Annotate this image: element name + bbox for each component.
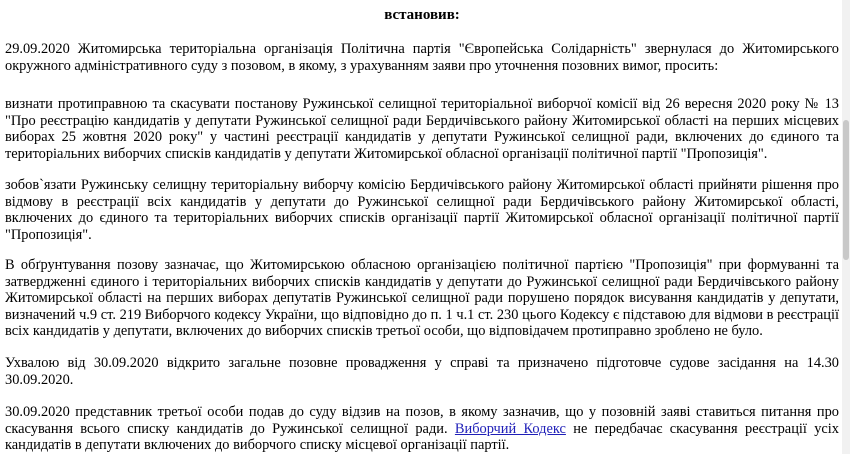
response-text-after: не передбачає скасування реєстрації усіх кандидатів в депутати включених до виборчого списку місцевої організації партії. <box>5 420 839 453</box>
electoral-code-link[interactable]: Виборчий Кодекс <box>454 420 566 437</box>
paragraph-claim-intro: 29.09.2020 Житомирська територіальна організація Політична партія "Європейська Солідарність" звернулася до Житомирського окружного адміністративного суду з позовом, в якому, з урахуванням заяви про уточнення позовних вимог, просить: <box>5 41 839 74</box>
vertical-scrollbar[interactable] <box>842 0 850 454</box>
paragraph-claim-item-1: визнати протиправною та скасувати постанову Ружинської селищної територіальної виборчої комісії від 26 вересня 2020 року № 13 "Про реєстрацію кандидатів у депутати Ружинської селищної ради Бердичівського району Житомирської області на перших місцевих виборах 25 жовтня 2020 року" у частині реєстрації кандидатів у депутати Ружинської селищної ради, включених до єдиного та територіальних виборчих списків кандидатів у депутати Житомирської обласної організації політичної партії "Пропозиція". <box>5 96 839 162</box>
response-text-before: 30.09.2020 представник третьої особи подав до суду відзив на позов, в якому зазначив, що у позовній заяві ставиться питання про скасування всього списку кандидатів до Ружинської селищної ради. <box>5 404 839 437</box>
section-heading: встановив: <box>384 7 460 23</box>
paragraph-ruling: Ухвалою від 30.09.2020 відкрито загальне позовне провадження у справі та призначено підготовче судове засідання на 14.30 30.09.2020. <box>5 355 839 388</box>
paragraph-response <box>5 404 839 454</box>
paragraph-claim-item-2: зобов`язати Ружинську селищну територіальну виборчу комісію Бердичівського району Житомирської області прийняти рішення про відмову в реєстрації всіх кандидатів у депутати до Ружинської селищної ради Бердичівського району Житомирської області, включених до єдиного та територіальних виборчих списків організації партії Житомирської обласної організації політичної партії "Пропозиція". <box>5 177 839 243</box>
paragraph-grounds: В обґрунтування позову зазначає, що Житомирською обласною організацією політичної партією "Пропозиція" при формуванні та затвердженні єдиного і територіальних виборчих списків кандидатів у депутати до Ружинської селищної ради Бердичівського району Житомирської області на перших виборах депутатів Ружинської селищної ради порушено порядок висування кандидатів у депутати, визначений ч.9 ст. 219 Виборчого кодексу України, що відповідно до п. 1 ч.1 ст. 230 цього Кодексу є підставою для відмови в реєстрації всіх кандидатів у депутати, включених до виборчих списків третьої особи, що відповідачем протиправно зроблено не було. <box>5 257 839 339</box>
scrollbar-thumb[interactable] <box>843 120 849 260</box>
